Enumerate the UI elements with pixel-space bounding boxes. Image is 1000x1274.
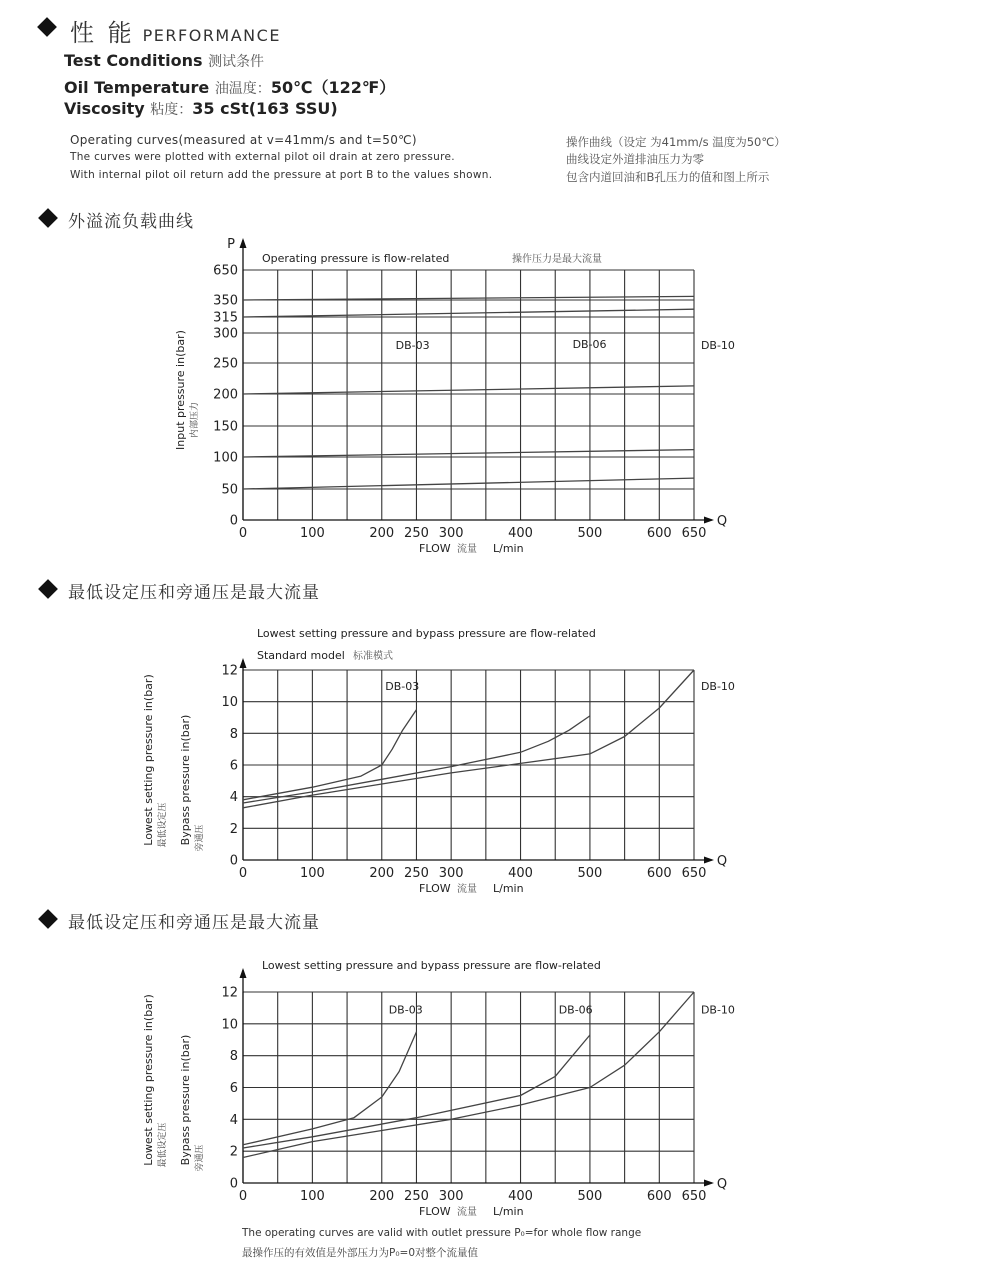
x-tick-label: 100 bbox=[299, 1189, 325, 1204]
footnote-en: The operating curves are valid with outlet pressure P₀=for whole flow range bbox=[242, 1227, 642, 1239]
chart-title: Lowest setting pressure and bypass pressure are flow-related bbox=[262, 959, 601, 972]
series-label: DB-03 bbox=[385, 679, 420, 693]
series-label: DB-06 bbox=[572, 337, 607, 351]
y-tick-label: 2 bbox=[229, 1144, 238, 1160]
x-tick-label: 300 bbox=[438, 526, 464, 541]
x-tick-label: 0 bbox=[238, 526, 248, 541]
chart-title: Lowest setting pressure and bypass pressure are flow-related bbox=[257, 627, 596, 640]
y-axis-label-secondary-cn: 旁通压 bbox=[195, 824, 205, 852]
x-tick-label: 400 bbox=[508, 1189, 533, 1204]
y-tick-label: 0 bbox=[229, 853, 238, 869]
section-title-3: 最低设定压和旁通压是最大流量 bbox=[68, 913, 320, 933]
y-axis-letter: P bbox=[227, 237, 235, 252]
x-axis-letter: Q bbox=[716, 854, 728, 869]
series-label: DB-10 bbox=[700, 679, 735, 693]
section-title-2: 最低设定压和旁通压是最大流量 bbox=[68, 583, 320, 603]
x-tick-label: 500 bbox=[577, 866, 603, 881]
series-line-3 bbox=[243, 386, 694, 394]
y-axis-label-cn: 最低设定压 bbox=[158, 802, 168, 848]
test-conditions-cn: 测试条件 bbox=[208, 54, 265, 70]
x-axis-unit: L/min bbox=[493, 882, 524, 895]
x-tick-label: 600 bbox=[646, 866, 672, 881]
x-axis-unit: L/min bbox=[493, 542, 524, 555]
x-tick-label: 600 bbox=[646, 1189, 672, 1204]
y-axis-label: Lowest setting pressure in(bar) bbox=[142, 994, 155, 1166]
y-tick-label: 0 bbox=[229, 513, 238, 529]
section-title-1: 外溢流负载曲线 bbox=[68, 212, 194, 232]
note-cn-3: 包含内道回油和B孔压力的值和图上所示 bbox=[566, 170, 770, 184]
x-tick-label: 650 bbox=[681, 1189, 707, 1204]
series-label: DB-03 bbox=[388, 1003, 423, 1017]
x-axis-label-cn: 流量 bbox=[457, 884, 477, 895]
x-tick-label: 400 bbox=[508, 866, 533, 881]
viscosity-value: 35 cSt(163 SSU) bbox=[192, 99, 338, 118]
x-tick-label: 100 bbox=[299, 526, 325, 541]
y-axis-label-secondary-cn: 旁通压 bbox=[195, 1144, 205, 1172]
y-tick-label: 0 bbox=[229, 1176, 238, 1192]
y-tick-label: 200 bbox=[213, 387, 238, 403]
y-tick-label: 8 bbox=[229, 1049, 238, 1065]
y-tick-label: 10 bbox=[221, 1017, 238, 1033]
x-tick-label: 200 bbox=[369, 866, 395, 881]
note-cn-2: 曲线设定外道排油压力为零 bbox=[566, 152, 704, 166]
series-line-1 bbox=[243, 710, 417, 800]
series-label: DB-10 bbox=[700, 1003, 735, 1017]
series-label: DB-06 bbox=[558, 1003, 593, 1017]
oil-temperature-value: 50℃（122℉） bbox=[270, 78, 396, 97]
y-axis-label-cn: 内部压力 bbox=[190, 401, 200, 439]
y-tick-label: 315 bbox=[213, 310, 238, 326]
x-tick-label: 650 bbox=[681, 866, 707, 881]
y-tick-label: 2 bbox=[229, 821, 238, 837]
x-tick-label: 100 bbox=[299, 866, 325, 881]
y-axis-label-cn: 最低设定压 bbox=[158, 1122, 168, 1168]
y-axis-arrow-icon bbox=[240, 238, 247, 248]
y-axis-arrow-icon bbox=[240, 658, 247, 668]
x-axis-label: FLOW bbox=[419, 882, 451, 895]
y-tick-label: 6 bbox=[229, 758, 238, 774]
x-tick-label: 200 bbox=[369, 526, 395, 541]
x-tick-label: 300 bbox=[438, 866, 464, 881]
note-en-3: With internal pilot oil return add the pressure at port B to the values shown. bbox=[70, 169, 493, 181]
footnote-cn: 最操作压的有效值是外部压力为P₀=0对整个流量值 bbox=[242, 1247, 479, 1259]
x-tick-label: 300 bbox=[438, 1189, 464, 1204]
viscosity-cn: 粘度： bbox=[150, 102, 193, 118]
chart-title: Operating pressure is flow-related bbox=[262, 252, 450, 265]
x-tick-label: 500 bbox=[577, 1189, 603, 1204]
x-tick-label: 200 bbox=[369, 1189, 395, 1204]
x-axis-arrow-icon bbox=[704, 1180, 714, 1187]
chart-title-cn: 操作压力是最大流量 bbox=[512, 254, 602, 265]
x-axis-label: FLOW bbox=[419, 542, 451, 555]
oil-temperature-label: Oil Temperature bbox=[64, 78, 210, 97]
y-axis-label-secondary: Bypass pressure in(bar) bbox=[179, 714, 192, 846]
x-tick-label: 400 bbox=[508, 526, 533, 541]
x-axis-arrow-icon bbox=[704, 857, 714, 864]
series-line-3 bbox=[243, 992, 694, 1158]
x-axis-letter: Q bbox=[716, 514, 728, 529]
x-tick-label: 600 bbox=[646, 526, 672, 541]
note-en-1: Operating curves(measured at v=41mm/s and t=50℃) bbox=[70, 133, 417, 147]
y-tick-label: 300 bbox=[213, 326, 238, 342]
series-line-1 bbox=[243, 1032, 417, 1145]
x-tick-label: 500 bbox=[577, 526, 603, 541]
x-tick-label: 650 bbox=[681, 526, 707, 541]
x-axis-label: FLOW bbox=[419, 1205, 451, 1218]
y-tick-label: 50 bbox=[221, 482, 238, 498]
oil-temperature-cn: 油温度： bbox=[214, 81, 271, 97]
x-axis-label-cn: 流量 bbox=[457, 544, 477, 555]
y-tick-label: 12 bbox=[221, 985, 238, 1001]
note-en-2: The curves were plotted with external pilot oil drain at zero pressure. bbox=[70, 151, 455, 163]
x-axis-letter: Q bbox=[716, 1177, 728, 1192]
y-axis-label-secondary: Bypass pressure in(bar) bbox=[179, 1034, 192, 1166]
y-tick-label: 4 bbox=[229, 790, 238, 806]
y-tick-label: 8 bbox=[229, 726, 238, 742]
page-title-en: PERFORMANCE bbox=[142, 26, 281, 45]
test-conditions-label: Test Conditions bbox=[64, 51, 203, 70]
series-line-2 bbox=[243, 309, 694, 317]
y-tick-label: 12 bbox=[221, 663, 238, 679]
x-tick-label: 0 bbox=[238, 1189, 248, 1204]
x-tick-label: 250 bbox=[404, 866, 429, 881]
x-tick-label: 0 bbox=[238, 866, 248, 881]
x-tick-label: 250 bbox=[404, 1189, 429, 1204]
x-axis-label-cn: 流量 bbox=[457, 1207, 477, 1218]
y-tick-label: 4 bbox=[229, 1112, 238, 1128]
y-axis-arrow-icon bbox=[240, 968, 247, 978]
y-tick-label: 250 bbox=[213, 356, 238, 372]
y-tick-label: 100 bbox=[213, 450, 238, 466]
series-label: DB-03 bbox=[395, 339, 430, 352]
series-label: DB-10 bbox=[700, 339, 735, 352]
chart-subtitle: Standard model bbox=[257, 649, 345, 662]
y-axis-label: Input pressure in(bar) bbox=[174, 330, 187, 450]
page-title-cn: 性 能 bbox=[70, 19, 135, 47]
series-line-4 bbox=[243, 450, 694, 457]
y-tick-label: 150 bbox=[213, 419, 238, 435]
chart-subtitle-cn: 标准模式 bbox=[353, 651, 393, 662]
y-axis-label: Lowest setting pressure in(bar) bbox=[142, 674, 155, 846]
y-tick-label: 350 bbox=[213, 293, 238, 309]
y-tick-label: 10 bbox=[221, 695, 238, 711]
note-cn-1: 操作曲线（设定 为41mm/s 温度为50℃） bbox=[566, 135, 786, 149]
series-line-5 bbox=[243, 478, 694, 489]
x-axis-arrow-icon bbox=[704, 517, 714, 524]
y-tick-label: 650 bbox=[213, 263, 238, 279]
viscosity-label: Viscosity bbox=[64, 99, 145, 118]
x-axis-unit: L/min bbox=[493, 1205, 524, 1218]
x-tick-label: 250 bbox=[404, 526, 429, 541]
y-tick-label: 6 bbox=[229, 1081, 238, 1096]
